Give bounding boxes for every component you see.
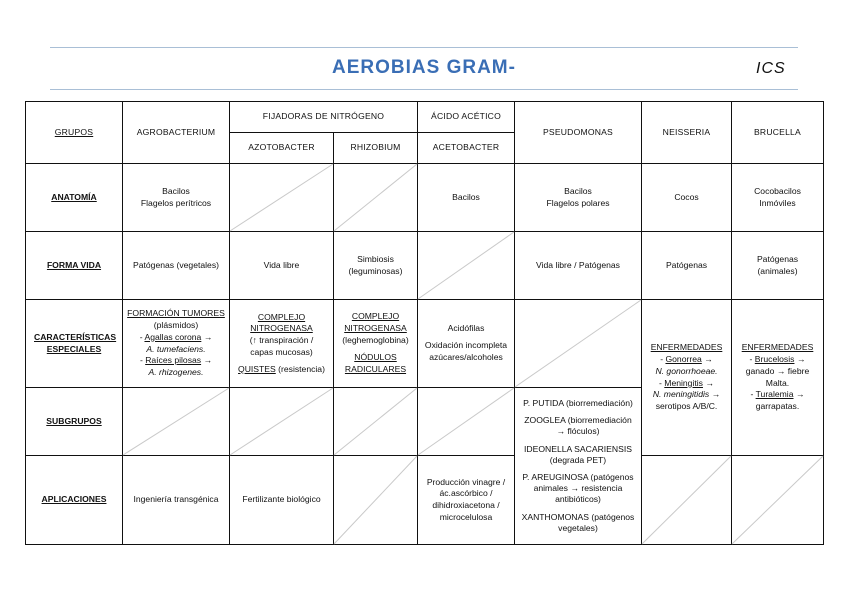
header-fixers-group bbox=[229, 101, 418, 133]
caract-neisseria bbox=[641, 299, 732, 456]
caract-agro-sub: (plásmidos) bbox=[153, 320, 199, 331]
pseudomonas-subgroup-item bbox=[522, 512, 635, 534]
aplicaciones-aceto-line-4: microcelulosa bbox=[439, 511, 493, 522]
subgrupos-rhizobium-empty bbox=[333, 387, 418, 456]
caract-neiss-g-arrow: → bbox=[701, 354, 713, 365]
caract-pseudomonas-empty bbox=[514, 299, 642, 388]
caract-bruc-brucelosis bbox=[750, 354, 806, 366]
aplicaciones-azoto-text: Fertilizante biológico bbox=[242, 494, 321, 505]
header-acetobacter-text: ACETOBACTER bbox=[432, 142, 500, 153]
caract-neiss-m-dash: - bbox=[659, 377, 665, 388]
pseudomonas-subgroup-list bbox=[522, 398, 635, 534]
caract-acetobacter bbox=[417, 299, 515, 388]
header-brucella-text: BRUCELLA bbox=[754, 126, 801, 137]
anatomia-brucella bbox=[731, 163, 824, 232]
caract-aceto-line-1: Acidófilas bbox=[447, 323, 485, 334]
caract-agro-title-text: FORMACIÓN TUMORES bbox=[127, 308, 225, 319]
anatomia-aceto-text: Bacilos bbox=[452, 191, 480, 202]
caract-rhizo-title-1: COMPLEJO bbox=[351, 311, 400, 322]
anatomia-pseudo-line-1: Bacilos bbox=[564, 185, 592, 196]
caract-bruc-title bbox=[742, 342, 814, 354]
caract-neiss-g-dash: - bbox=[660, 354, 666, 365]
pseudomonas-subgroup-line: animales → resistencia bbox=[533, 483, 623, 494]
pseudomonas-subgroup-item bbox=[524, 444, 632, 466]
header-rhizobium-text: RHIZOBIUM bbox=[350, 142, 401, 153]
caract-azoto-quistes-sub: (resistencia) bbox=[275, 363, 325, 374]
header-grupos bbox=[25, 101, 123, 164]
caract-azoto-sub-2: capas mucosas) bbox=[250, 346, 313, 357]
caract-bruc-t-line-2: garrapatas. bbox=[755, 400, 800, 411]
caract-neiss-m-name: Meningitis bbox=[664, 377, 703, 388]
subgrupos-azotobacter-empty bbox=[229, 387, 334, 456]
anatomia-rhizobium-empty bbox=[333, 163, 418, 232]
caract-agro-bullet-2 bbox=[140, 355, 212, 367]
caract-bruc-b-name: Brucelosis bbox=[754, 354, 795, 365]
aplicaciones-aceto-line-3: dihidroxiacetona / bbox=[432, 500, 500, 510]
caract-agro-b2-dash: - bbox=[139, 355, 146, 366]
caract-azoto-quistes bbox=[238, 364, 325, 376]
aplicaciones-neisseria-empty bbox=[641, 455, 732, 545]
header-fixers-text: FIJADORAS DE NITRÓGENO bbox=[262, 111, 385, 122]
row-label-caracteristicas-text: CARACTERÍSTICAS ESPECIALES bbox=[34, 331, 117, 354]
row-label-aplicaciones bbox=[25, 455, 123, 545]
caract-neiss-gonorrea bbox=[660, 354, 713, 366]
caract-azoto-quistes-title: QUISTES bbox=[238, 363, 276, 374]
caract-agro-title bbox=[127, 308, 225, 320]
caract-brucella bbox=[731, 299, 824, 456]
pseudomonas-subgroup-line: IDEONELLA SACARIENSIS bbox=[524, 443, 632, 454]
pseudomonas-subgroup-line: antibióticos) bbox=[555, 494, 601, 505]
row-label-forma-vida bbox=[25, 231, 123, 300]
header-rhizobium bbox=[333, 132, 418, 164]
pseudomonas-subgroup-line: (degrada PET) bbox=[549, 454, 607, 465]
forma-vida-brucella-line-1: Patógenas bbox=[756, 253, 799, 264]
header-pseudomonas bbox=[514, 101, 642, 164]
anatomia-neisseria-text: Cocos bbox=[674, 191, 699, 202]
anatomia-brucella-line-2: Inmóviles bbox=[759, 197, 796, 208]
caract-agro-b2-name: Raíces pilosas bbox=[145, 355, 202, 366]
forma-vida-brucella-line-2: (animales) bbox=[757, 265, 798, 276]
caract-aceto-line-3: azúcares/alcoholes bbox=[429, 351, 503, 362]
subgrupos-acetobacter-empty bbox=[417, 387, 515, 456]
forma-vida-agrobacterium bbox=[122, 231, 230, 300]
caract-aceto-line-2: Oxidación incompleta bbox=[424, 340, 508, 351]
forma-vida-pseudo-text: Vida libre / Patógenas bbox=[536, 259, 620, 270]
caract-neiss-m-arrow-2: → bbox=[709, 389, 721, 400]
caract-neiss-title bbox=[651, 342, 723, 354]
header-agrobacterium-text: AGROBACTERIUM bbox=[136, 126, 216, 137]
anatomia-agro-line-1: Bacilos bbox=[162, 185, 190, 196]
caract-agro-b1-dash: - bbox=[139, 331, 145, 342]
header-brucella bbox=[731, 101, 824, 164]
caract-agro-bullet-1 bbox=[140, 332, 213, 344]
header-azotobacter-text: AZOTOBACTER bbox=[248, 142, 315, 153]
forma-vida-rhizo-line-1: Simbiosis bbox=[357, 253, 394, 264]
forma-vida-azotobacter bbox=[229, 231, 334, 300]
anatomia-agro-line-2: Flagelos perítricos bbox=[140, 197, 212, 208]
caract-bruc-tularemia bbox=[751, 389, 805, 401]
caract-rhizo-sub: (leghemoglobina) bbox=[342, 334, 409, 345]
caract-agro-b2-arrow: → bbox=[201, 355, 213, 366]
aplicaciones-rhizobium-empty bbox=[333, 455, 418, 545]
aplicaciones-aceto-line-1: Producción vinagre / bbox=[426, 476, 506, 487]
bottom-rule bbox=[50, 89, 798, 90]
pseudomonas-subgroup-line: vegetales) bbox=[558, 522, 598, 533]
pseudomonas-subgroup-item bbox=[523, 398, 633, 409]
row-label-anatomia-text: ANATOMÍA bbox=[51, 191, 97, 202]
row-label-anatomia bbox=[25, 163, 123, 232]
header-acetic-group bbox=[417, 101, 515, 133]
caract-bruc-b-line-3: Malta. bbox=[765, 377, 790, 388]
header-grupos-text: GRUPOS bbox=[54, 126, 94, 137]
header-neisseria bbox=[641, 101, 732, 164]
aplicaciones-azotobacter bbox=[229, 455, 334, 545]
header-azotobacter bbox=[229, 132, 334, 164]
forma-vida-agro-text: Patógenas (vegetales) bbox=[133, 259, 219, 270]
forma-vida-rhizo-line-2: (leguminosas) bbox=[348, 265, 403, 276]
anatomia-acetobacter bbox=[417, 163, 515, 232]
caract-rhizo-nodulos-1: NÓDULOS bbox=[354, 352, 397, 363]
caract-bruc-t-arrow: → bbox=[793, 389, 805, 400]
row-label-subgrupos-text: SUBGRUPOS bbox=[46, 415, 102, 426]
pseudomonas-subgroup-line: P. AREUGINOSA (patógenos bbox=[522, 472, 634, 482]
forma-vida-rhizobium bbox=[333, 231, 418, 300]
caract-neiss-m-arrow: → bbox=[702, 377, 714, 388]
row-label-forma-vida-text: FORMA VIDA bbox=[46, 259, 102, 270]
brand-logo-text: ICS bbox=[756, 60, 786, 77]
forma-vida-acetobacter-empty bbox=[417, 231, 515, 300]
anatomia-azotobacter-empty bbox=[229, 163, 334, 232]
caract-neiss-meningitis bbox=[659, 378, 714, 390]
caract-agro-b1-name: Agallas corona bbox=[144, 331, 202, 342]
top-rule bbox=[50, 47, 798, 48]
caract-neiss-g-name: Gonorrea bbox=[665, 354, 702, 365]
header-agrobacterium bbox=[122, 101, 230, 164]
caract-rhizo-nodulos-2: RADICULARES bbox=[344, 364, 407, 375]
caract-bruc-b-arrow: → bbox=[794, 354, 806, 365]
pseudomonas-subgroup-item bbox=[522, 472, 633, 506]
pseudomonas-subgroup-line: P. PUTIDA (biorremediación) bbox=[523, 398, 633, 409]
anatomia-agrobacterium bbox=[122, 163, 230, 232]
caract-agro-b2-species: A. rhizogenes. bbox=[148, 366, 204, 377]
anatomia-pseudo-line-2: Flagelos polares bbox=[546, 197, 610, 208]
caract-neiss-g-species: N. gonorrhoeae. bbox=[655, 365, 718, 376]
pseudomonas-subgroup-line: → flóculos) bbox=[556, 426, 600, 437]
row-label-subgrupos bbox=[25, 387, 123, 456]
anatomia-brucella-line-1: Cocobacilos bbox=[754, 185, 801, 196]
caract-bruc-b-line-2: ganado → fiebre bbox=[745, 365, 810, 376]
subgrupos-agrobacterium-empty bbox=[122, 387, 230, 456]
caract-neiss-title-text: ENFERMEDADES bbox=[650, 342, 723, 353]
anatomia-neisseria bbox=[641, 163, 732, 232]
caract-agro-b1-species: A. tumefaciens. bbox=[146, 343, 206, 354]
forma-vida-pseudomonas bbox=[514, 231, 642, 300]
aplicaciones-aceto-line-2: ác.ascórbico / bbox=[439, 488, 493, 499]
aplicaciones-agro-text: Ingeniería transgénica bbox=[133, 494, 219, 505]
header-pseudomonas-text: PSEUDOMONAS bbox=[542, 126, 613, 137]
caract-bruc-b-dash: - bbox=[749, 354, 755, 365]
header-neisseria-text: NEISSERIA bbox=[662, 126, 711, 137]
caract-neiss-m-species-line bbox=[653, 389, 720, 401]
caract-agrobacterium bbox=[122, 299, 230, 388]
caract-rhizobium bbox=[333, 299, 418, 388]
header-acetic-text: ÁCIDO ACÉTICO bbox=[431, 111, 501, 122]
forma-vida-brucella bbox=[731, 231, 824, 300]
caract-rhizo-title-2: NITROGENASA bbox=[344, 322, 407, 333]
caract-neiss-m-species: N. meningitidis bbox=[652, 389, 710, 400]
caract-azoto-title-2: NITROGENASA bbox=[250, 323, 313, 334]
caract-bruc-title-text: ENFERMEDADES bbox=[741, 342, 814, 353]
row-label-aplicaciones-text: APLICACIONES bbox=[41, 494, 107, 505]
row-label-caracteristicas bbox=[25, 299, 123, 388]
aplicaciones-agrobacterium bbox=[122, 455, 230, 545]
forma-vida-azoto-text: Vida libre bbox=[263, 259, 300, 270]
pseudomonas-subgroup-line: ZOOGLEA (biorremediación bbox=[524, 415, 632, 426]
caract-azoto-title-1: COMPLEJO bbox=[257, 311, 306, 322]
caract-bruc-t-name: Turalemia bbox=[755, 389, 794, 400]
pseudomonas-subgroup-item bbox=[524, 415, 631, 437]
caract-azoto-sub-1: (↑ transpiración / bbox=[249, 335, 314, 346]
anatomia-pseudomonas bbox=[514, 163, 642, 232]
caract-agro-b1-arrow: → bbox=[201, 331, 213, 342]
pseudomonas-subgroup-line: XANTHOMONAS (patógenos bbox=[521, 511, 635, 522]
caract-bruc-t-dash: - bbox=[750, 389, 756, 400]
caract-azotobacter bbox=[229, 299, 334, 388]
aplicaciones-brucella-empty bbox=[731, 455, 824, 545]
subgrupos-pseudomonas bbox=[514, 387, 642, 545]
forma-vida-neisseria bbox=[641, 231, 732, 300]
aplicaciones-acetobacter bbox=[417, 455, 515, 545]
forma-vida-neisseria-text: Patógenas bbox=[665, 259, 708, 270]
header-acetobacter bbox=[417, 132, 515, 164]
page-title: AEROBIAS GRAM- bbox=[332, 57, 516, 78]
caract-neiss-serotypes: serotipos A/B/C. bbox=[655, 400, 718, 411]
